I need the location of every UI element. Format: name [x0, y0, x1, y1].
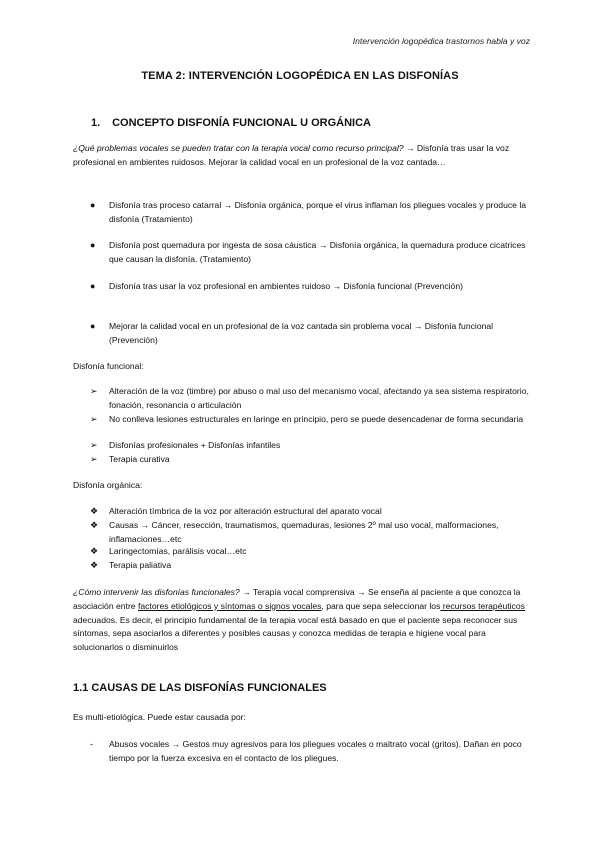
bullet-dot-icon: ● — [90, 200, 96, 210]
dash-bullet-icon: - — [90, 739, 93, 749]
question-text: ¿Cómo intervenir las disfonías funcionales? → — [73, 587, 251, 597]
running-header: Intervención logopédica trastornos habla y voz — [352, 36, 530, 46]
subheading-organica: Disfonía orgánica: — [73, 480, 143, 490]
arrow-bullet-icon: ➢ — [90, 440, 98, 450]
question-paragraph-2: ¿Cómo intervenir las disfonías funcionales? → Terapia vocal comprensiva → Se enseña al paciente a que conozca la asociación entre factores etiológicos y síntomas o signos vocales, para que sepa seleccionar los recursos terapéuticos adecuados. Es decir, el principio fundamental de la terapia vocal está basado en que el paciente sepa reconocer sus síntomas, sepa asociarlos a diferentes y posibles causas y conozca medidas de terapia e higiene vocal para solucionarlos o disminuirlos — [73, 587, 525, 653]
underlined-term: factores etiológicos y síntomas o signos vocales — [137, 600, 322, 611]
section-heading-1 — [91, 117, 371, 129]
arrow-bullet-icon: ➢ — [90, 454, 98, 464]
arrow-bullet-icon: ➢ — [90, 414, 98, 424]
bullet-dot-icon: ● — [90, 321, 96, 331]
section-title: CONCEPTO DISFONÍA FUNCIONAL U ORGÁNICA — [112, 117, 371, 129]
diamond-bullet-icon: ❖ — [90, 560, 99, 570]
section-heading-1-1: 1.1 CAUSAS DE LAS DISFONÍAS FUNCIONALES — [73, 682, 327, 694]
section-number: 1. — [91, 117, 101, 129]
question-text: ¿Qué problemas vocales se pueden tratar con la terapia vocal como recurso principal? → — [73, 143, 415, 153]
diamond-bullet-icon: ❖ — [90, 506, 99, 516]
answer-text: Disfonía tras usar la voz profesional en ambientes ruidosos. Mejorar la calidad vocal en un profesional de la voz cantada… — [73, 143, 510, 167]
underlined-term: recursos terapéuticos — [440, 600, 525, 611]
question-paragraph-1 — [73, 142, 528, 170]
document-page: Intervención logopédica trastornos habla y voz TEMA 2: INTERVENCIÓN LOGOPÉDICA EN LAS DISFONÍAS 1. CONCEPTO DISFONÍA FUNCIONAL U ORGÁNICA ¿Qué problemas vocales se pueden tratar con la terapia vocal como recurso principal? → Disfonía tras usar la voz profesional en ambientes ruidosos. Mejorar la calidad vocal en un profesional de la voz cantada… ● Disfonía tras proceso catarral → Disfonía orgánica, porque el virus inflaman los pliegues vocales y produce la disfonía (Tratamiento) ● Disfonía post quemadura por ingesta de sosa cáustica → Disfonía orgánica, la quemadura produce cicatrices que causan la disfonía. (Tratamiento) ● Disfonía tras usar la voz profesional en ambientes ruidoso → Disfonía funcional (Prevención) ● Mejorar la calidad vocal en un profesional de la voz cantada sin problema vocal → Disfonía funcional (Prevención) Disfonía funcional: ➢ Alteración de la voz (timbre) por abuso o mal uso del mecanismo vocal, afectando ya sea sistema respiratorio, fonación, resonancia o articulación ➢ No conlleva lesiones estructurales en laringe en principio, pero se puede desencadenar de forma secundaria ➢ Disfonías profesionales + Disfonías infantiles ➢ Terapia curativa Disfonía orgánica: ❖ Alteración tímbrica de la voz por alteración estructural del aparato vocal ❖ Causas → Cáncer, resección, traumatismos, quemaduras, lesiones 2º mal uso vocal, malformaciones, inflamaciones…etc ❖ Laringectomías, parálisis vocal…etc ❖ Terapia paliativa ¿Cómo intervenir las disfonías funcionales? → Terapia vocal comprensiva → Se enseña al paciente a que conozca la asociación entre factores etiológicos y síntomas o signos vocales, para que sepa seleccionar los recursos terapéuticos adecuados. Es decir, el principio fundamental de la terapia vocal está basado en que el paciente sepa reconocer sus síntomas, sepa asociarlos a diferentes y posibles causas y conozca medidas de terapia e higiene vocal para solucionarlos o disminuirlos 1.1 CAUSAS DE LAS DISFONÍAS FUNCIONALES Es multi-etiológica. Puede estar causada por: - Abusos vocales → Gestos muy agresivos para los pliegues vocales o maltrato vocal (gritos). Dañan en poco tiempo por la fuerza excesiva en el contacto de los pliegues. — [0, 0, 600, 848]
document-title: TEMA 2: INTERVENCIÓN LOGOPÉDICA EN LAS DISFONÍAS — [141, 70, 459, 82]
bullet-dot-icon: ● — [90, 240, 96, 250]
bullet-dot-icon: ● — [90, 281, 96, 291]
diamond-bullet-icon: ❖ — [90, 520, 99, 530]
diamond-bullet-icon: ❖ — [90, 546, 99, 556]
subheading-funcional: Disfonía funcional: — [73, 361, 144, 371]
section-intro: Es multi-etiológica. Puede estar causada por: — [73, 712, 246, 722]
arrow-bullet-icon: ➢ — [90, 386, 98, 396]
